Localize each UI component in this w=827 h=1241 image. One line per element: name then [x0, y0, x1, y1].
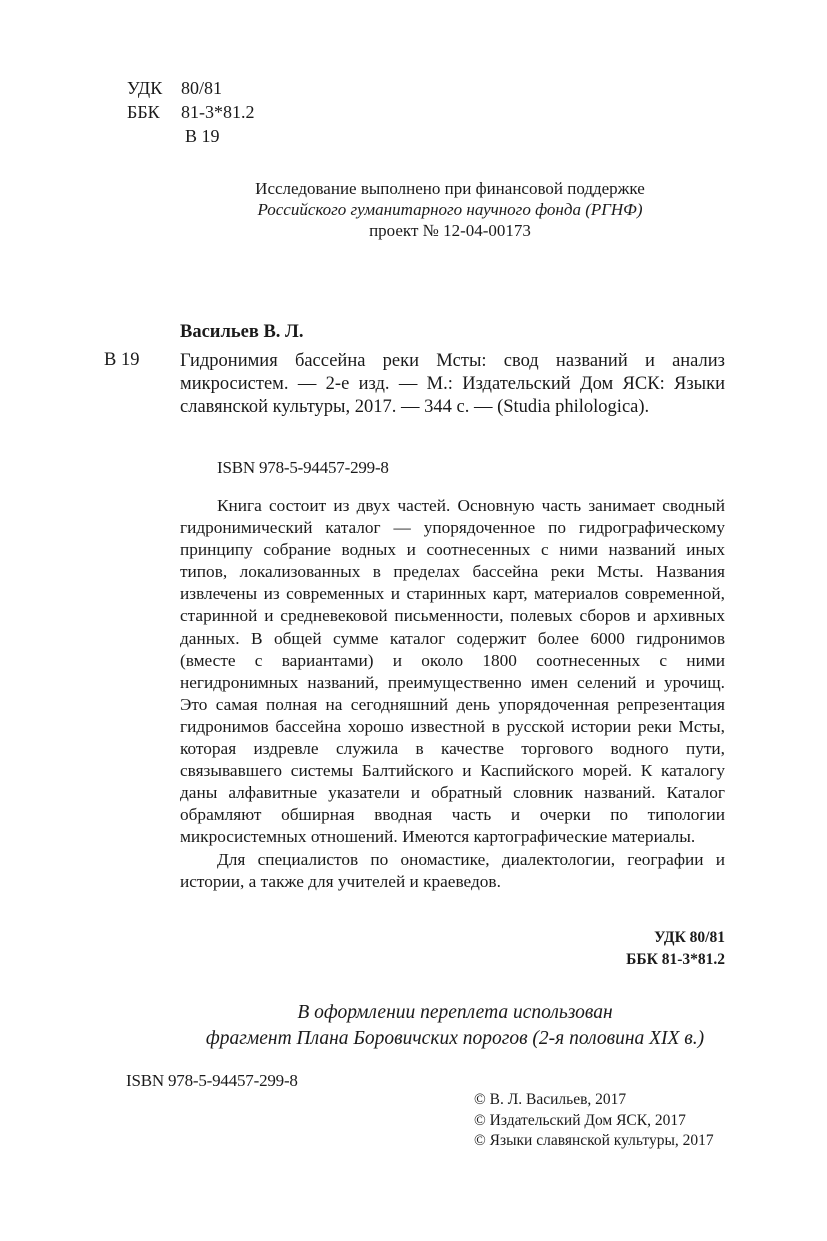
funding-line-1: Исследование выполнено при финансовой поддержке — [255, 179, 645, 198]
copyright-block — [474, 1090, 714, 1152]
record-isbn: ISBN 978-5-94457-299-8 — [217, 458, 389, 477]
udk-code: УДК 80/81 — [654, 929, 725, 946]
udk-row — [127, 76, 255, 100]
cover-note-line-2: фрагмент Плана Боровичских порогов (2-я половина XIX в.) — [205, 1028, 705, 1049]
author-sign: В 19 — [185, 126, 220, 146]
annotation — [180, 495, 725, 893]
udk-value: 80/81 — [181, 78, 223, 98]
classification-block — [127, 76, 255, 148]
funding-note — [180, 178, 720, 241]
annotation-paragraph-2: Для специалистов по ономастике, диалектологии, географии и истории, а также для учителей и краеведов. — [180, 849, 725, 891]
record-author: Васильев В. Л. — [180, 322, 304, 342]
record-description: Гидронимия бассейна реки Мсты: свод названий и анализ микросистем. — 2-е изд. — М.: Издательский Дом ЯСК: Языки славянской культуры, 2017. — 344 с. — (Studia philologica). — [180, 351, 725, 417]
annotation-paragraph-1: Книга состоит из двух частей. Основную часть занимает сводный гидронимический каталог — упорядоченное по гидрографическому принципу собрание водных и соотнесенных с ними названий иных типов, локализованных в пределах бассейна реки Мсты. Названия извлечены из современных и старинных карт, материалов современной, старинной и средневековой письменности, полевых сборов и архивных данных. В общей сумме каталог содержит более 6000 гидронимов (вместе с вариантами) и около 1800 соотнесенных с ними негидронимных названий, преимущественно имен селений и урочищ. Это самая полная на сегодняшний день упорядоченная репрезентация гидронимов бассейна хорошо известной в русской истории реки Мсты, которая издревле служила в качестве торгового водного пути, связывавшего системы Балтийского и Каспийского морей. К каталогу даны алфавитные указатели и обратный словник названий. Каталог обрамляют обширная вводная часть и очерки по типологии микросистемных отношений. Имеются картографические материалы. — [180, 496, 725, 847]
bbk-value: 81-3*81.2 — [181, 102, 255, 122]
classification-codes-right — [626, 927, 725, 971]
copyright-author: © В. Л. Васильев, 2017 — [474, 1091, 627, 1108]
cover-note-line-1: В оформлении переплета использован — [297, 1002, 613, 1023]
bbk-row — [127, 100, 255, 124]
udk-label: УДК — [127, 78, 163, 98]
funding-line-3: проект № 12-04-00173 — [369, 221, 531, 240]
cover-note — [160, 1000, 750, 1052]
funding-line-2: Российского гуманитарного научного фонда (РГНФ) — [257, 200, 643, 219]
isbn-bottom: ISBN 978-5-94457-299-8 — [126, 1071, 298, 1090]
copyright-publisher-2: © Языки славянской культуры, 2017 — [474, 1132, 714, 1149]
bbk-label: ББК — [127, 102, 160, 122]
record-sign: В 19 — [104, 350, 140, 370]
copyright-publisher: © Издательский Дом ЯСК, 2017 — [474, 1111, 686, 1129]
bbk-code: ББК 81-3*81.2 — [626, 951, 725, 968]
